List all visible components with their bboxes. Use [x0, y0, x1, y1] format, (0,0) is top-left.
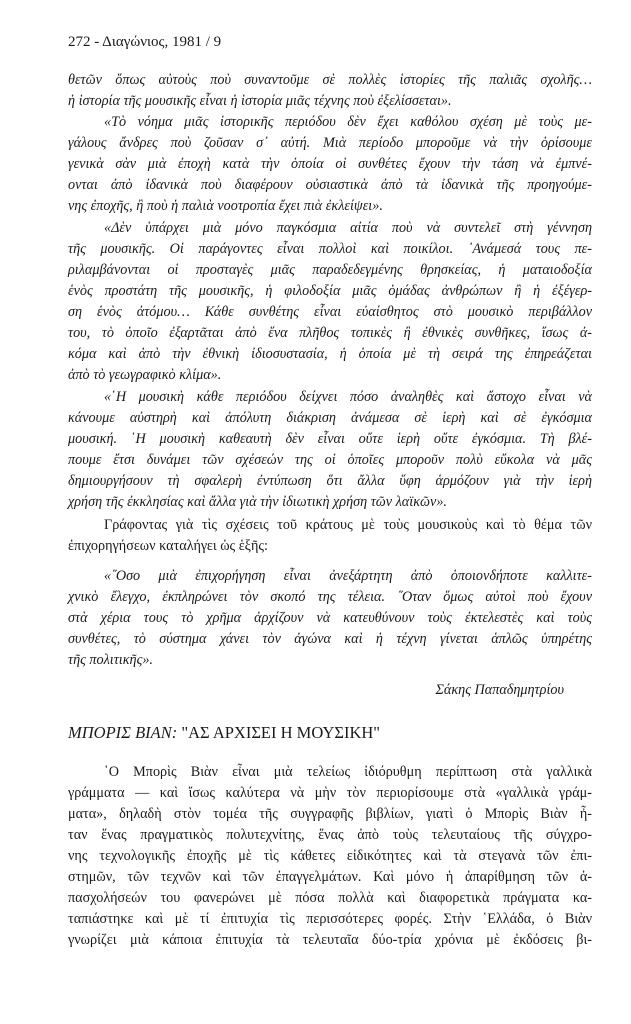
- text-line: χνικὸ ἔλεγχο, ἐκπληρώνει τὸν σκοπό της τέλεια. ῞Οταν ὅμως αὐτοὶ ποὺ ἔχουν: [68, 589, 592, 605]
- text-line: ἀπὸ τὸ γεωγραφικὸ κλίμα».: [68, 367, 222, 383]
- running-head: 272 - Διαγώνιος, 1981 / 9: [68, 34, 222, 50]
- text-line: ριλαμβάνονται οἱ προσταγὲς μιᾶς παραδεδεγμένης θρησκείας, ἡ ματαιοδοξία: [68, 262, 592, 278]
- text-line: ση ἑνὸς ἀτόμου… Κάθε συνθέτης εἶναι εὐαίσθητος στὸ μουσικὸ περιβάλλον: [68, 304, 592, 320]
- text-line: «῾Η μουσικὴ κάθε περιόδου δείχνει πόσο ἀναληθὲς καὶ ἄστοχο εἶναι νὰ: [104, 389, 592, 405]
- text-line: γάλους ἄνδρες ποὺ ζοῦσαν σ᾽ αὐτή. Μιὰ περίοδο μποροῦμε νὰ τὴν ὁρίσουμε: [68, 135, 592, 151]
- text-line: Γράφοντας γιὰ τὶς σχέσεις τοῦ κράτους μὲ τοὺς μουσικοὺς καὶ τὸ θέμα τῶν: [104, 517, 592, 533]
- text-line: στημῶν, τῶν τεχνῶν καὶ τῶν ἐπαγγελμάτων. Καὶ μόνο ἡ ἀπαρίθμηση τῶν ἀ-: [68, 869, 592, 885]
- text-line: νης τεχνολογικῆς ἐποχῆς μὲ τὶς κάθετες εἰδικότητες καὶ τὰ στεγανὰ τῶν ἐπι-: [68, 848, 592, 864]
- text-line: στὰ χέρια τους τὸ χρῆμα ἀρχίζουν νὰ κατευθύνουν τοὺς ἐκτελεστὲς καὶ τοὺς: [68, 610, 592, 626]
- text-line: δημιουργήσουν τὴ σφαλερὴ ἐντύπωση ὅτι ἄλλα ὕφη ἁρμόζουν γιὰ τὴν ἱερὴ: [68, 473, 592, 489]
- text-line: μουσική. ῾Η μουσικὴ καθεαυτὴ δὲν εἶναι οὔτε ἱερὴ οὔτε ἐγκόσμια. Τὴ βλέ-: [68, 431, 592, 447]
- text-line: κάνουμε αὐστηρὴ καὶ ἀπόλυτη διάκριση ἀνάμεσα σὲ ἱερὴ καὶ σὲ ἐγκόσμια: [68, 410, 592, 426]
- text-line: ονται ἀπὸ ἰδανικὰ ποὺ διαφέρουν οὐσιαστικὰ ἀπὸ τὰ ἰδανικὰ τῆς προηγούμε-: [68, 177, 592, 193]
- text-line: χρήση τῆς ἐκκλησίας καὶ ἄλλα γιὰ τὴν ἰδιωτικὴ χρήση τῶν λαϊκῶν».: [68, 494, 447, 510]
- text-line: ἡ ἱστορία τῆς μουσικῆς εἶναι ἡ ἱστορία μιᾶς τέχνης ποὺ ἐξελίσσεται».: [68, 93, 452, 109]
- text-line: «Τὸ νόημα μιᾶς ἱστορικῆς περιόδου δὲν ἔχει καθόλου σχέση μὲ τοὺς με-: [104, 114, 592, 130]
- text-line: «῞Οσο μιὰ ἐπιχορήγηση εἶναι ἀνεξάρτητη ἀπὸ ὁποιονδήποτε καλλιτε-: [104, 568, 592, 584]
- heading-author: ΜΠΟΡΙΣ ΒΙΑΝ:: [68, 723, 178, 742]
- text-line: πασχολήσεών του φανερώνει μὲ πόσα πολλὰ καὶ διαφορετικὰ πράγματα κα-: [68, 890, 592, 906]
- text-line: του, τὸ ὁποῖο ἐξαρτᾶται ἀπὸ ἕνα πλῆθος τοπικὲς ἢ ἐθνικὲς συνθῆκες, ἴσως ἀ-: [68, 325, 592, 341]
- text-line: ταν ἕνας πραγματικὸς πολυτεχνίτης, ἕνας ἀπὸ τοὺς τελευταίους τῆς σύγχρο-: [68, 827, 592, 843]
- text-line: νης ἐποχῆς, ἢ ποὺ ἡ παλιὰ νοοτροπία ἔχει πιὰ ἐκλείψει».: [68, 198, 383, 214]
- text-line: γνωρίζει μιὰ κάποια ἐπιτυχία τὰ τελευταῖα δύο-τρία χρόνια μὲ ἐκδόσεις βι-: [68, 932, 592, 948]
- text-line: κόμα καὶ ἀπὸ τὴν ἐθνικὴ ἰδιοσυστασία, ἡ ὁποία μὲ τὴ σειρά της ἐπηρεάζεται: [68, 346, 592, 362]
- text-line: ταπιάστηκε καὶ μὲ τί ἐπιτυχία τὶς περισσότερες φορές. Στὴν ῾Ελλάδα, ὁ Βιὰν: [68, 911, 592, 927]
- text-line: θετῶν ὅπως αὐτοὺς ποὺ συναντοῦμε σὲ πολλὲς ἱστορίες τῆς παλιᾶς σχολῆς…: [68, 72, 592, 88]
- text-line: γενικὰ σὰν μιὰ ἐποχὴ κατὰ τὴν ὁποία οἱ συνθέτες ἔχουν τὴν τάση νὰ ἐμπνέ-: [68, 156, 592, 172]
- text-line: «Δὲν ὑπάρχει μιὰ μόνο παγκόσμια αἰτία ποὺ νὰ συντελεῖ στὴ γέννηση: [104, 220, 592, 236]
- article-heading: [68, 722, 592, 743]
- text-line: ῾Ο Μπορὶς Βιὰν εἶναι μιὰ τελείως ἰδιόρυθμη περίπτωση στὰ γαλλικὰ: [104, 764, 592, 780]
- text-line: τῆς μουσικῆς. Οἱ παράγοντες εἶναι πολλοὶ καὶ ποικίλοι. ᾽Ανάμεσά τους πε-: [68, 241, 592, 257]
- text-line: γράμματα — καὶ ἴσως καλύτερα νὰ μὴν τὸν περιορίσουμε στὰ «γαλλικὰ γράμ-: [68, 785, 592, 801]
- text-line: ἐπιχορηγήσεων καταλήγει ὡς ἑξῆς:: [68, 538, 268, 554]
- text-line: ἑνὸς προστάτη τῆς μουσικῆς, ἡ φιλοδοξία μιᾶς ὁμάδας ἀνθρώπων ἢ ἡ ἐξέγερ-: [68, 283, 592, 299]
- text-line: τῆς πολιτικῆς».: [68, 652, 153, 668]
- heading-title: "ΑΣ ΑΡΧΙΣΕΙ Η ΜΟΥΣΙΚΗ": [177, 723, 381, 742]
- text-line: συνθέτες, τὸ σύστημα χάνει τὸν ἀγώνα καὶ ἡ τέχνη γίνεται ἁπλῶς ὑπηρέτης: [68, 631, 592, 647]
- text-line: πουμε ἔτσι δυνάμει τῶν σχέσεών της οἱ ὁποῖες μποροῦν πολὺ εὔκολα νὰ μᾶς: [68, 452, 592, 468]
- text-line: ματα», δηλαδὴ στὸν τομέα τῆς συγγραφῆς βιβλίων, γιατὶ ὁ Μπορὶς Βιὰν ἦ-: [68, 806, 592, 822]
- author-signature: Σάκης Παπαδημητρίου: [435, 682, 564, 698]
